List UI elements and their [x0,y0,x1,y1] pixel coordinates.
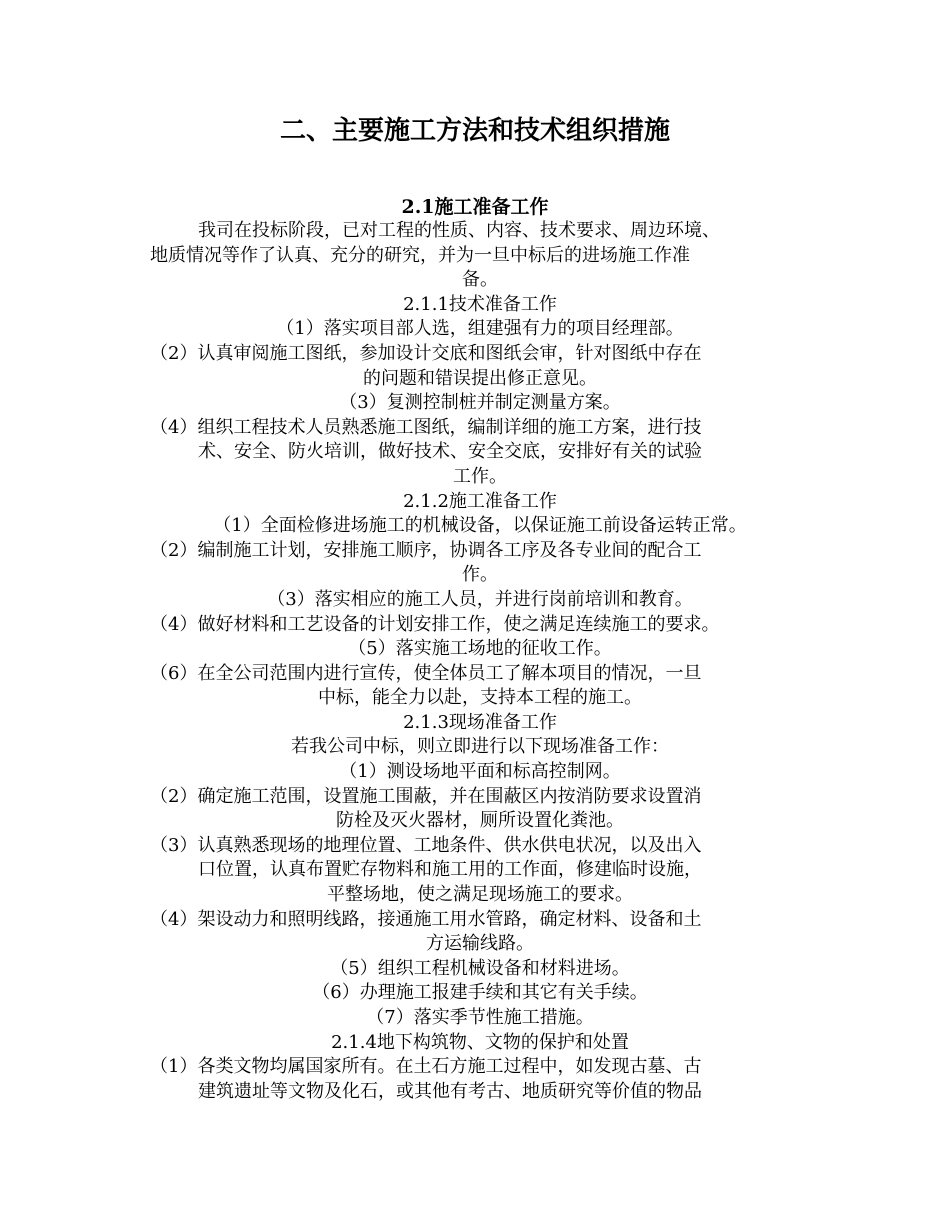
list-item: （5）组织工程机械设备和材料进场。 [330,957,630,979]
list-item: （4）架设动力和照明线路，接通施工用水管路，确定材料、设备和土 [150,908,702,930]
list-item-continuation: 工作。 [453,465,507,487]
list-item-continuation: 作。 [462,564,498,586]
subsection-heading: 2.1.2施工准备工作 [403,490,557,512]
list-item: （1）各类文物均属国家所有。在土石方施工过程中，如发现古墓、古 [150,1056,702,1078]
list-item-continuation: 平整场地，使之满足现场施工的要求。 [327,884,633,906]
list-item-continuation: 建筑遗址等文物及化石，或其他有考古、地质研究等价值的物品 [198,1080,702,1102]
list-item-continuation: 中标，能全力以赴，支持本工程的施工。 [318,687,642,709]
list-item-continuation: 防栓及灭火器材，厕所设置化粪池。 [336,810,624,832]
list-item: （7）落实季节性施工措施。 [366,1007,594,1028]
subsection-heading: 2.1.1技术准备工作 [403,293,557,315]
list-item: （3）复测控制桩并制定测量方案。 [339,392,621,414]
document-title: 二、主要施工方法和技术组织措施 [279,116,670,146]
list-item: （4）做好材料和工艺设备的计划安排工作，使之满足连续施工的要求。 [150,613,720,635]
list-item: （3）落实相应的施工人员，并进行岗前培训和教育。 [267,588,693,610]
list-item-continuation: 方运输线路。 [426,933,534,955]
list-item: （6）在全公司范围内进行宣传，使全体员工了解本项目的情况，一旦 [150,662,702,684]
intro-line: 地质情况等作了认真、充分的研究，并为一旦中标后的进场施工作准 [150,244,690,266]
list-item-continuation: 术、安全、防火培训，做好技术、安全交底，安排好有关的试验 [198,441,702,463]
list-item: （1）全面检修进场施工的机械设备，以保证施工前设备运转正常。 [213,515,747,537]
intro-line: 我司在投标阶段，已对工程的性质、内容、技术要求、周边环境、 [198,220,720,241]
document-body [150,219,830,1104]
subsection-heading: 2.1.4地下构筑物、文物的保护和处置 [331,1031,629,1053]
list-item: （6）办理施工报建手续和其它有关手续。 [312,982,648,1004]
list-item: （2）确定施工范围，设置施工围蔽，并在围蔽区内按消防要求设置消 [150,785,702,807]
list-item: （2）编制施工计划，安排施工顺序，协调各工序及各专业间的配合工 [150,539,702,561]
list-item: （2）认真审阅施工图纸，参加设计交底和图纸会审，针对图纸中存在 [150,342,702,364]
subsection-heading: 2.1.3现场准备工作 [403,711,557,733]
list-item: （5）落实施工场地的征收工作。 [348,638,612,660]
list-item: （3）认真熟悉现场的地理位置、工地条件、供水供电状况，以及出入 [150,834,702,856]
list-item-continuation: 的问题和错误提出修正意见。 [363,367,597,389]
lead-text: 若我公司中标，则立即进行以下现场准备工作： [291,736,669,758]
section-heading: 2.1施工准备工作 [401,196,549,218]
list-item: （4）组织工程技术人员熟悉施工图纸，编制详细的施工方案，进行技 [150,416,702,438]
list-item: （1）落实项目部人选，组建强有力的项目经理部。 [276,318,684,340]
list-item-continuation: 口位置，认真布置贮存物料和施工用的工作面，修建临时设施， [198,859,702,881]
intro-line: 备。 [462,269,498,291]
list-item: （1）测设场地平面和标高控制网。 [339,761,621,783]
